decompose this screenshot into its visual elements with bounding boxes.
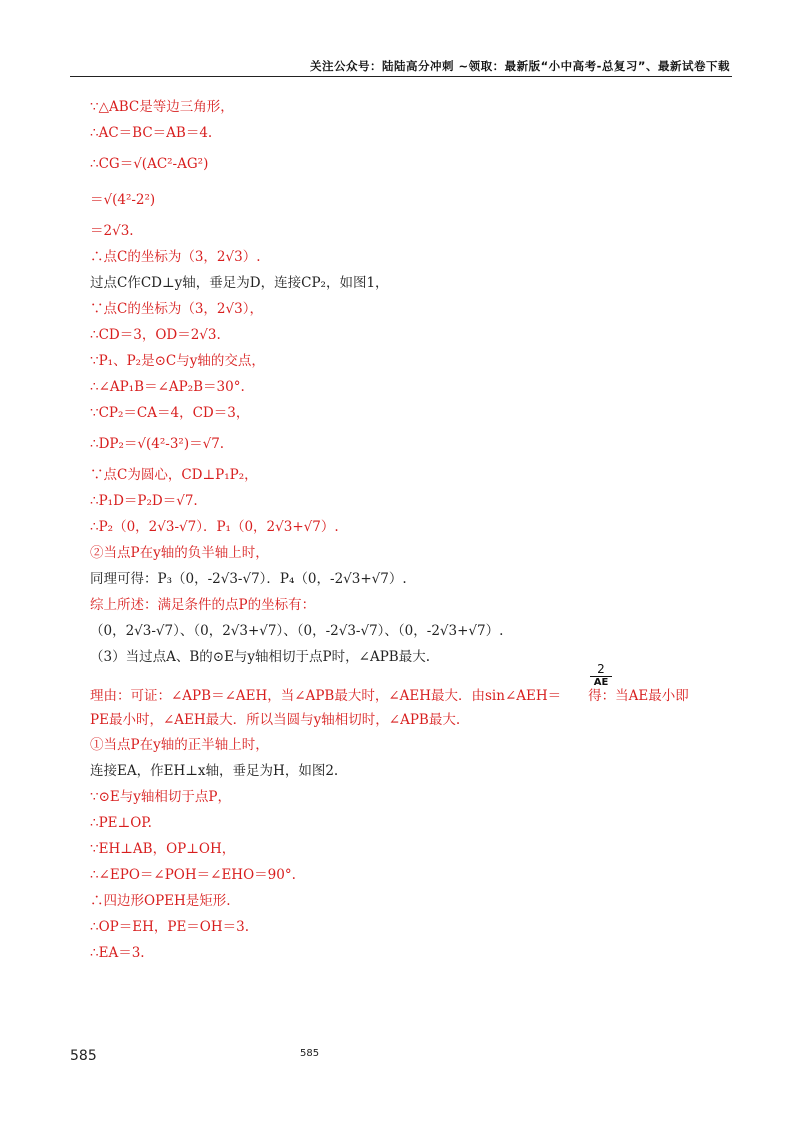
text-line: ∴CG＝√(AC²-AG²) — [90, 156, 209, 172]
text-line: ∴PE⊥OP. — [90, 815, 152, 831]
header-rule — [70, 76, 732, 77]
text-line: ∴AC＝BC＝AB＝4. — [90, 125, 213, 141]
text-line: 过点C作CD⊥y轴，垂足为D，连接CP₂，如图1， — [90, 275, 389, 291]
reason-line: PE最小时，∠AEH最大．所以当圆与y轴相切时，∠APB最大. — [90, 712, 461, 728]
fraction-2-over-ae — [590, 662, 612, 689]
reason-paragraph — [90, 662, 730, 732]
fraction-numerator: 2 — [597, 662, 605, 676]
fraction-denominator: AE — [590, 676, 612, 689]
page-header: 关注公众号：陆陆高分冲刺 ~领取：最新版“小中高考-总复习”、最新试卷下载 — [309, 59, 730, 73]
text-line: ∴P₂（0，2√3-√7）．P₁（0，2√3+√7）. — [90, 519, 339, 535]
text-line: 同理可得：P₃（0，-2√3-√7）．P₄（0，-2√3+√7）. — [90, 571, 407, 587]
text-line: ＝2√3. — [90, 223, 134, 239]
text-line: 连接EA，作EH⊥x轴，垂足为H，如图2. — [90, 763, 339, 779]
page-number: 585 — [70, 1048, 97, 1064]
text-line: ∴P₁D＝P₂D＝√7. — [90, 493, 198, 509]
text-line: ∵点C的坐标为（3，2√3）， — [90, 301, 263, 317]
text-line: ∴EA＝3. — [90, 945, 145, 961]
text-line: ∴四边形OPEH是矩形. — [90, 893, 231, 909]
text-line: ∵⊙E与y轴相切于点P， — [90, 789, 231, 805]
text-line: ∵点C为圆心，CD⊥P₁P₂， — [90, 467, 258, 483]
text-line: （0，2√3-√7）、（0，2√3+√7）、（0，-2√3-√7）、（0，-2√3+√7）. — [90, 623, 504, 639]
text-line: ∴∠AP₁B＝∠AP₂B＝30°. — [90, 379, 245, 395]
text-line: ∴点C的坐标为（3，2√3）. — [90, 249, 261, 265]
text-line: 综上所述：满足条件的点P的坐标有： — [90, 597, 316, 613]
text-line: （3）当过点A、B的⊙E与y轴相切于点P时，∠APB最大. — [90, 649, 430, 665]
text-line: ①当点P在y轴的正半轴上时， — [90, 737, 269, 753]
text-line: ②当点P在y轴的负半轴上时， — [90, 545, 269, 561]
text-line: ∵EH⊥AB，OP⊥OH， — [90, 841, 236, 857]
text-line: ∴OP＝EH，PE＝OH＝3. — [90, 919, 250, 935]
text-line: ∴CD＝3，OD＝2√3. — [90, 327, 221, 343]
solution-body — [90, 94, 730, 966]
text-line: ∴∠EPO＝∠POH＝∠EHO＝90°. — [90, 867, 296, 883]
text-line: ∵CP₂＝CA＝4，CD＝3， — [90, 405, 250, 421]
text-line: ∴DP₂＝√(4²-3²)＝√7. — [90, 436, 225, 452]
text-line: ∵△ABC是等边三角形， — [90, 99, 234, 115]
page-number-center: 585 — [300, 1048, 320, 1059]
text-line: ＝√(4²-2²) — [90, 192, 156, 208]
reason-line: 理由：可证：∠APB＝∠AEH，当∠APB最大时，∠AEH最大．由sin∠AEH＝ 得：当AE最小即 — [90, 688, 689, 704]
text-line: ∵P₁、P₂是⊙C与y轴的交点， — [90, 353, 265, 369]
